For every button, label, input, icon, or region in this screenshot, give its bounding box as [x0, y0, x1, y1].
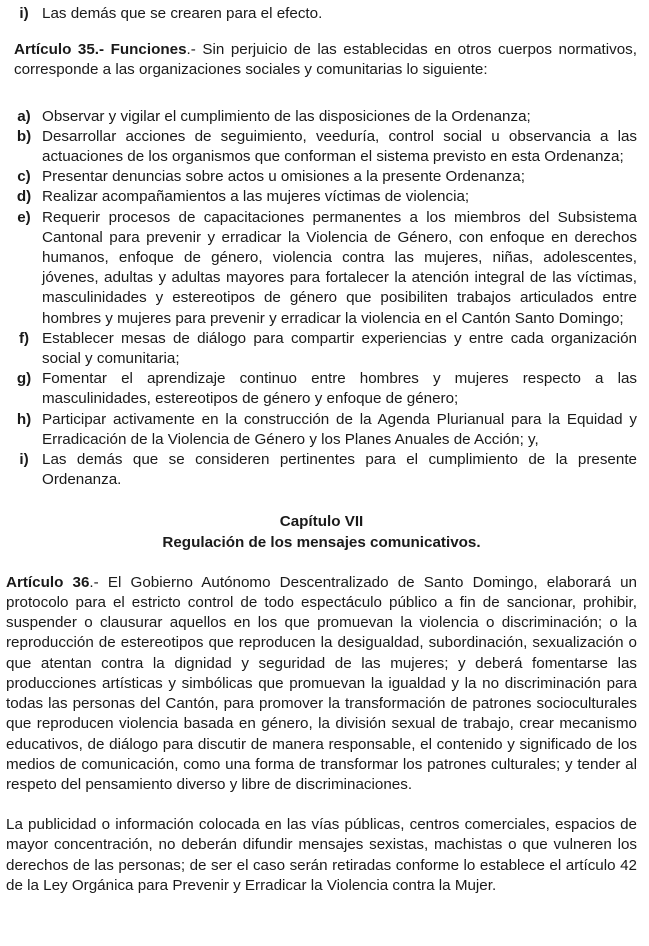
chapter-subtitle: Regulación de los mensajes comunicativos. [162, 533, 481, 551]
list-item [6, 208, 637, 329]
list-item [6, 410, 637, 450]
list-item [6, 450, 637, 490]
article-35-intro [6, 40, 637, 80]
item-text: Establecer mesas de diálogo para compartir experiencias y entre cada organización social y comunitaria; [42, 329, 637, 368]
article-35-title: Artículo 35.- Funciones [14, 41, 187, 59]
item-label: i) [19, 5, 29, 22]
item-label: c) [17, 168, 31, 186]
item-text: Desarrollar acciones de seguimiento, veeduría, control social u observancia a las actuaciones de los organismos que conforman el sistema previsto en esta Ordenanza; [42, 127, 637, 166]
item-label: g) [16, 370, 32, 388]
article-36-body [6, 573, 637, 795]
article-35-intro-text: .- Sin perjuicio de las establecidas en otros cuerpos normativos, corresponde a las organizaciones sociales y comunitarias lo siguiente: [14, 41, 637, 79]
document-page [0, 4, 649, 946]
list-item [6, 369, 637, 409]
list-item [6, 329, 637, 369]
chapter-title: Capítulo VII [279, 513, 364, 531]
item-label: b) [16, 127, 32, 145]
list-item [6, 4, 637, 24]
list-item [6, 127, 637, 167]
item-label: d) [16, 188, 32, 206]
item-label: i) [19, 451, 29, 469]
item-text: Requerir procesos de capacitaciones permanentes a los miembros del Subsistema Cantonal para prevenir y erradicar la Violencia de Género, con enfoque en derechos humanos, enfoque de género, violencia contra las mujeres, niñas, adolescentes, jóvenes, adultas y adultas mayores para fortalecer la atención integral de las víctimas, masculinidades y estereotipos de género que posibiliten trabajos articulados entre hombres y mujeres para prevenir y erradicar la violencia en el Cantón Santo Domingo; [42, 208, 637, 327]
list-item [6, 107, 637, 127]
item-text: Observar y vigilar el cumplimiento de las disposiciones de la Ordenanza; [42, 107, 531, 125]
item-label: a) [17, 107, 31, 125]
article-35-list [6, 107, 637, 491]
list-item [6, 167, 637, 187]
item-text: Las demás que se consideren pertinentes para el cumplimiento de la presente Ordenanza. [42, 451, 637, 489]
item-text: Realizar acompañamientos a las mujeres víctimas de violencia; [42, 188, 470, 206]
item-text: Las demás que se crearen para el efecto. [42, 5, 323, 22]
article-36-title: Artículo 36 [6, 573, 90, 591]
item-text: Fomentar el aprendizaje continuo entre hombres y mujeres respecto a las masculinidades, estereotipos de género y enfoque de género; [42, 370, 637, 408]
article-36-text: .- El Gobierno Autónomo Descentralizado de Santo Domingo, elaborará un protocolo para el estricto control de todo espectáculo público a fin de sancionar, prohibir, suspender o clausurar aquellos en los que promuevan la violencia o discriminación; o la reproducción de estereotipos que reproducen la desigualdad, subordinación, sexualización o que atentan contra la dignidad y seguridad de las mujeres; y deberá fomentarse las producciones artísticas y simbólicas que promuevan la igualdad y la no discriminación para todas las personas del Cantón, para promover la transformación de patrones socioculturales que reproducen violencia basada en género, la división sexual de trabajo, crear mecanismo educativos, de diálogo para discutir de manera responsable, el contenido y significado de los medios de comunicación, como una forma de transformar los patrones culturales; y tender al respeto del pensamiento diverso y libre de discriminaciones. [6, 573, 637, 793]
item-label: e) [17, 208, 31, 226]
article-36-paragraph-2: La publicidad o información colocada en las vías públicas, centros comerciales, espacios de mayor concentración, no deberán difundir mensajes sexistas, machistas o que vulneren los derechos de las personas; de ser el caso serán retiradas conforme lo establece el artículo 42 de la Ley Orgánica para Prevenir y Erradicar la Violencia contra la Mujer. [6, 816, 637, 894]
list-item [6, 187, 637, 207]
item-text: Participar activamente en la construcción de la Agenda Plurianual para la Equidad y Erradicación de la Violencia de Género y los Planes Anuales de Acción; y, [42, 410, 637, 448]
item-label: h) [16, 410, 32, 428]
item-label: f) [18, 329, 30, 347]
item-text: Presentar denuncias sobre actos u omisiones a la presente Ordenanza; [42, 168, 525, 186]
chapter-heading [6, 512, 637, 552]
